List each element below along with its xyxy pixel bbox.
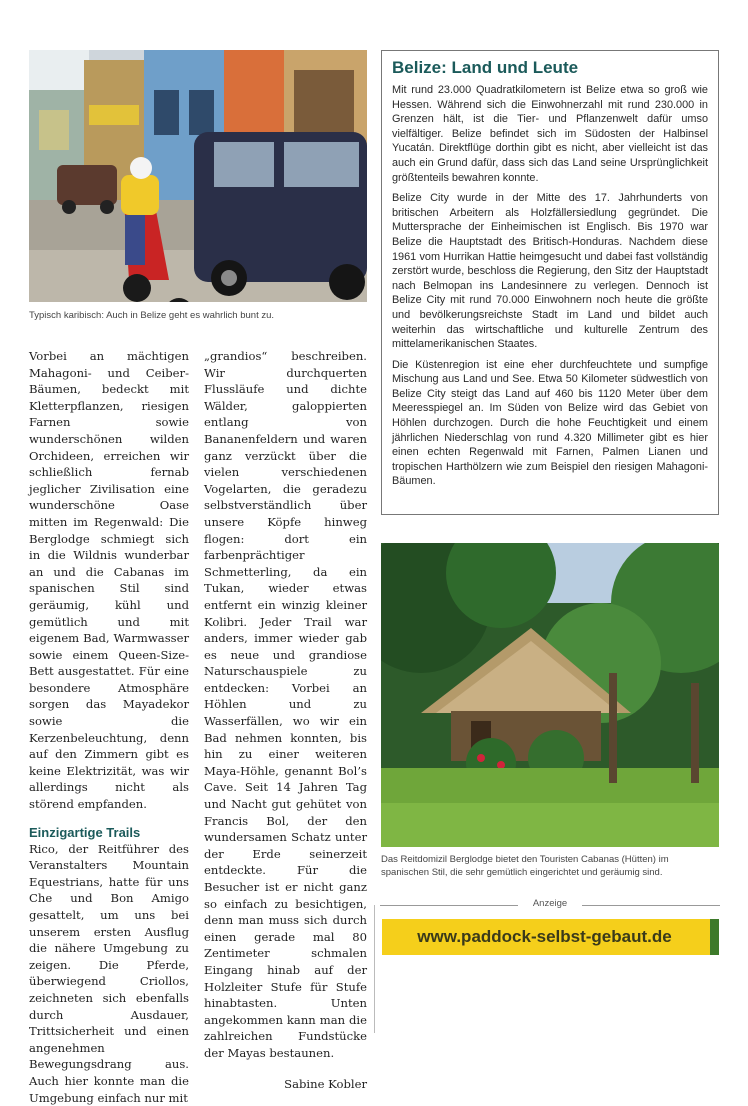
bottom-photo-caption: Das Reitdomizil Berglodge bietet den Touristen Cabanas (Hütten) im spanischen Stil, die sehr gemütlich eingerichtet und geräumig sind.	[381, 854, 669, 878]
section-heading: Einzigartige Trails	[29, 824, 141, 840]
info-paragraph: Die Küstenregion ist eine eher durchfeuchtete und sumpfige Mischung aus Land und See. Etwa 50 Kilometer südwestlich von Belize City steigt das Land auf 460 bis 1120 Meter über dem Meeresspiegel an. Im Süden von Belize wird das Gebiet von Höhlen durchzogen. Durch die hohe Feuchtigkeit und einem jährlichen Niederschlag von rund 4.320 Millimeter gibt es hier einen echten Regenwald mit Farnen, Palmen Lianen und tropischen Harthölzern wie zum Beispiel den riesigen Mahagoni-Bäumen.	[392, 358, 708, 488]
article-column-2	[204, 348, 367, 1092]
article-paragraph: Vorbei an mächtigen Mahagoni- und Ceiber-Bäumen, bedeckt mit Kletterpflanzen, riesigen Farnen sowie wunderschönen wilden Orchideen, erreichen wir schließlich fernab jeglicher Zivilisation eine wunderschöne Oase mitten im Regenwald: Die Berglodge schmiegt sich in die Wildnis wunderbar an und die Cabanas im spanischen Stil sind geräumig, kühl und gemütlich und mit eigenem Bad, Warmwasser sowie einem Queen-Size-Bett ausgestattet. Für eine besondere Atmosphäre sorgen das Mayadekor sowie die Kerzenbeleuchtung, denn auf den Zimmern gibt es keine Elektrizität, was wir allerdings nicht als störend empfanden.	[29, 349, 189, 812]
article-paragraph: Rico, der Reitführer des Veranstalters Mountain Equestrians, hatte für uns Che und Bon Amigo gesattelt, um uns bei unserem ersten Ausflug die nähere Umgebung zu zeigen. Die Pferde, überwiegend Criollos, zeichneten sich ebenfalls durch Ausdauer, Trittsicherheit und einen angenehmen Bewegungsdrang aus. Auch hier konnte man die Umgebung einfach nur mit	[29, 841, 189, 1105]
street-scene-photo	[29, 50, 367, 302]
ad-label: Anzeige	[532, 898, 568, 909]
info-box-title: Belize: Land und Leute	[392, 58, 579, 77]
ad-url-link[interactable]: www.paddock-selbst-gebaut.de	[417, 927, 672, 946]
info-paragraph: Mit rund 23.000 Quadratkilometern ist Belize etwa so groß wie Hessen. Während sich die Einwohnerzahl mit rund 230.000 in Grenzen hält, ist die Tier- und Pflanzenwelt dafür umso vielfältiger. Belize befindet sich im Südosten der Halbinsel Yucatán. Direktflüge dorthin gibt es nicht, aber vielleicht ist das auch ein Grund dafür, dass sich das Land seine Ursprünglichkeit größtenteils bewahren konnte.	[392, 84, 708, 184]
ad-accent-bar	[710, 919, 719, 955]
article-column-1	[29, 348, 189, 1106]
info-box	[381, 50, 719, 515]
info-paragraph: Belize City wurde in der Mitte des 17. Jahrhunderts von britischen Arbeitern als Holzfällersiedlung gegründet. Die Muttersprache der Einheimischen ist Englisch. Bis 1970 war Belize die Hauptstadt des Britisch-Honduras. Nachdem diese 1961 vom Hurrikan Hattie heimgesucht und dabei fast vollständig zerstört wurde, beschloss die Regierung, den Sitz der Hauptstadt nach Belmopan ins Landesinnere zu verlegen. Dennoch ist Belize City mit rund 70.000 Einwohnern noch heute die größte und bevölkerungsreichste Stadt im Land und bildet auch weiterhin das wirtschaftliche und kulturelle Zentrum des mittelamerikanischen Staates.	[392, 192, 708, 351]
ad-divider	[374, 905, 375, 1033]
article-paragraph: „grandios“ beschreiben. Wir durchquerten Flussläufe und dichte Wälder, galoppierten entlang von Bananenfeldern und waren ganz verzückt über die vielen verschiedenen Vogelarten, die geradezu selbstverständlich über unsere Köpfe hinweg flogen: dort ein farbenprächtiger Schmetterling, da ein Tukan, wieder etwas entfernt ein winzig kleiner Kolibri. Jeder Trail war anders, immer wieder gab es neue und grandiose Naturschauspiele zu entdecken: Vorbei an Höhlen und zu Wasserfällen, wo wir ein Bad nehmen konnten, bis hin zu einer weiteren Maya-Höhle, genannt Bol’s Cave. Seit 14 Jahren Tag und Nacht gut gehütet von Francis Bol, der den wundersamen Schatz unter der Erde seinerzeit entdeckte. Für die Besucher ist er nicht ganz so einfach zu besichtigen, denn man muss sich durch einen gerade mal 80 Zentimeter schmalen Eingang hinab auf der Holzleiter Stufe für Stufe hinabtasten. Unten angekommen kann man die zahlreichen Fundstücke der Mayas bestaunen.	[204, 349, 367, 1060]
cabana-photo	[381, 543, 719, 847]
top-photo-caption: Typisch karibisch: Auch in Belize geht es wahrlich bunt zu.	[29, 310, 275, 321]
ad-banner[interactable]	[382, 919, 719, 955]
author-byline: Sabine Kobler	[284, 1076, 367, 1091]
